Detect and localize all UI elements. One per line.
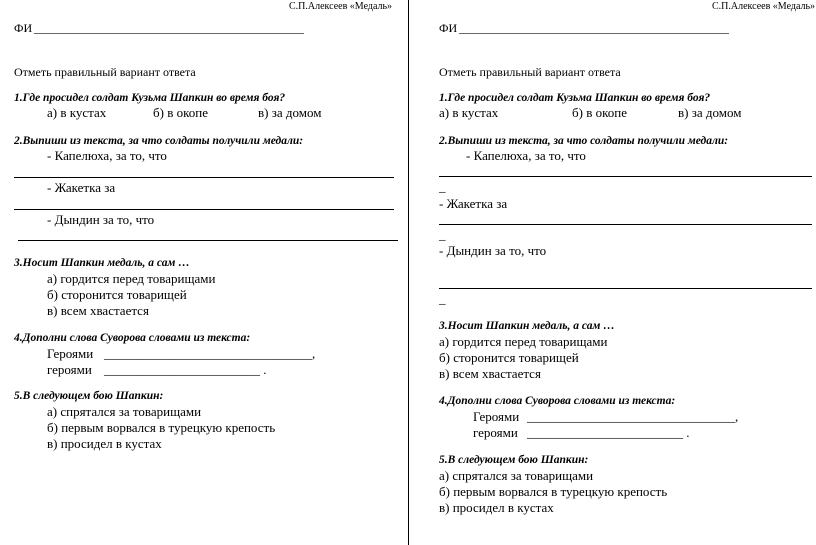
q2-item-zhaketka: - Жакетка за — [47, 180, 116, 195]
fi-label: ФИ — [439, 21, 458, 35]
q5-option-a[interactable]: а) спрятался за товарищами — [439, 468, 594, 483]
q3-option-c[interactable]: в) всем хвастается — [47, 303, 149, 318]
q5-option-c[interactable]: в) просидел в кустах — [47, 436, 162, 451]
q3-option-a[interactable]: а) гордится перед товарищами — [47, 271, 216, 286]
question-4: 4.Дополни слова Суворова словами из текста: — [439, 395, 676, 407]
q3-option-b[interactable]: б) сторонится товарищей — [439, 350, 579, 365]
q4-blank-1[interactable]: ________________________________, — [104, 346, 316, 361]
instruction: Отметь правильный вариант ответа — [14, 65, 196, 79]
q2-answer-line-3[interactable] — [439, 288, 812, 289]
q2-item-kapelyukha: - Капелюха, за то, что — [466, 148, 586, 163]
q4-blank-2[interactable]: ________________________ . — [104, 362, 267, 377]
q1-option-c[interactable]: в) за домом — [678, 105, 742, 120]
page-header: С.П.Алексеев «Медаль» — [289, 1, 393, 12]
q2-answer-line-3[interactable] — [18, 240, 398, 241]
q4-word-1: Героями — [47, 346, 94, 361]
page-divider — [408, 0, 409, 545]
q3-option-b[interactable]: б) сторонится товарищей — [47, 287, 187, 302]
q2-answer-line-2[interactable] — [439, 224, 812, 225]
instruction: Отметь правильный вариант ответа — [439, 65, 621, 79]
fi-line[interactable]: _____________________________________________ — [34, 21, 304, 35]
q2-item-dyndin: - Дындин за то, что — [47, 212, 155, 227]
q2-item-kapelyukha: - Капелюха, за то, что — [47, 148, 167, 163]
q4-blank-2[interactable]: ________________________ . — [527, 425, 690, 440]
q4-word-2: героями — [473, 425, 518, 440]
q1-option-a[interactable]: а) в кустах — [47, 105, 107, 120]
q2-answer-line-2[interactable] — [14, 209, 394, 210]
q3-option-c[interactable]: в) всем хвастается — [439, 366, 541, 381]
q2-answer-line-1[interactable] — [439, 176, 812, 177]
q1-option-a[interactable]: а) в кустах — [439, 105, 499, 120]
fi-line[interactable]: _____________________________________________ — [459, 21, 729, 35]
q2-underscore-1: _ — [439, 179, 446, 194]
question-2: 2.Выпиши из текста, за что солдаты получили медали: — [14, 135, 304, 147]
q4-blank-1[interactable]: ________________________________, — [527, 409, 739, 424]
q2-answer-line-1[interactable] — [14, 177, 394, 178]
question-3: 3.Носит Шапкин медаль, а сам … — [14, 257, 190, 269]
q3-option-a[interactable]: а) гордится перед товарищами — [439, 334, 608, 349]
question-5: 5.В следующем бою Шапкин: — [14, 390, 164, 402]
question-5: 5.В следующем бою Шапкин: — [439, 454, 589, 466]
question-1: 1.Где просидел солдат Кузьма Шапкин во время боя? — [14, 92, 286, 104]
question-3: 3.Носит Шапкин медаль, а сам … — [439, 320, 615, 332]
question-1: 1.Где просидел солдат Кузьма Шапкин во время боя? — [439, 92, 711, 104]
q5-option-b[interactable]: б) первым ворвался в турецкую крепость — [47, 420, 276, 435]
q1-option-b[interactable]: б) в окопе — [153, 105, 208, 120]
q2-underscore-3: _ — [439, 291, 446, 306]
q4-word-2: героями — [47, 362, 92, 377]
q2-underscore-2: _ — [439, 227, 446, 242]
q1-option-c[interactable]: в) за домом — [258, 105, 322, 120]
q4-word-1: Героями — [473, 409, 520, 424]
q5-option-b[interactable]: б) первым ворвался в турецкую крепость — [439, 484, 668, 499]
question-2: 2.Выпиши из текста, за что солдаты получили медали: — [439, 135, 729, 147]
q5-option-c[interactable]: в) просидел в кустах — [439, 500, 554, 515]
page-header: С.П.Алексеев «Медаль» — [712, 1, 816, 12]
q2-item-zhaketka: - Жакетка за — [439, 196, 508, 211]
question-4: 4.Дополни слова Суворова словами из текста: — [14, 332, 251, 344]
q5-option-a[interactable]: а) спрятался за товарищами — [47, 404, 202, 419]
q1-option-b[interactable]: б) в окопе — [572, 105, 627, 120]
fi-label: ФИ — [14, 21, 33, 35]
q2-item-dyndin: - Дындин за то, что — [439, 243, 547, 258]
